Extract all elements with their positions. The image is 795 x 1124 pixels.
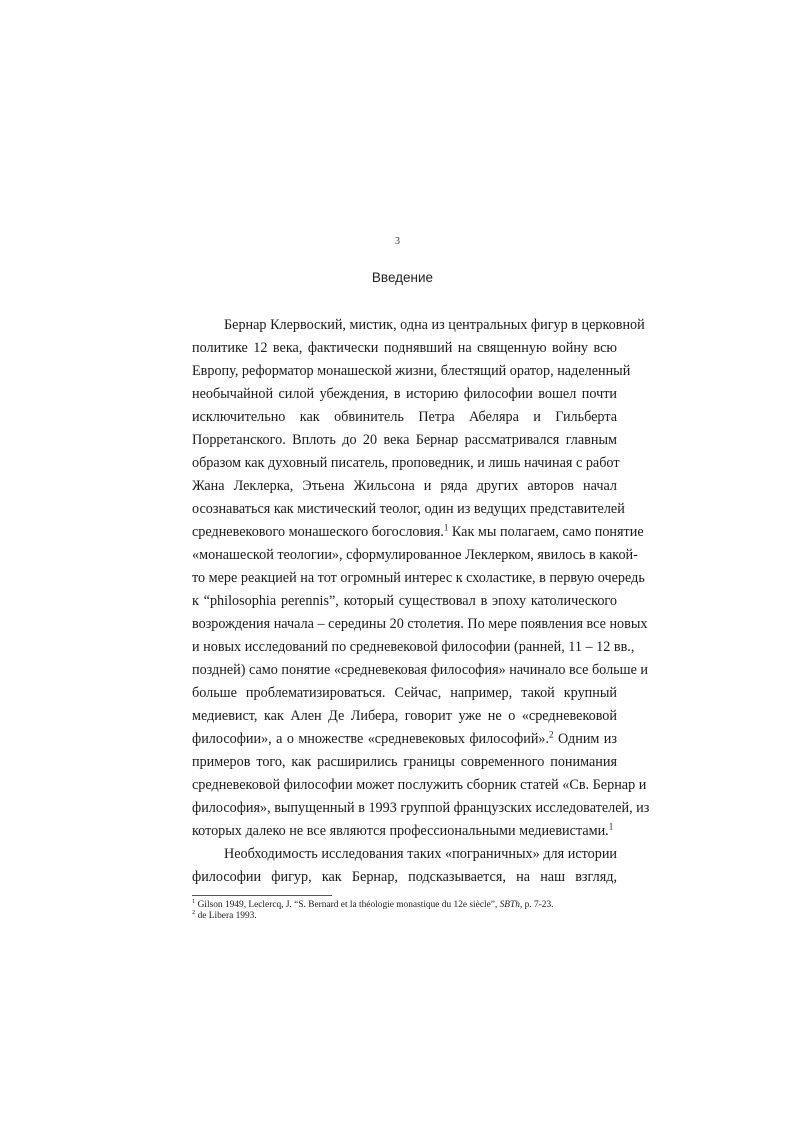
text-line: медиевист, как Ален Де Либера, говорит уже не о «средневековой <box>192 708 617 724</box>
paragraph <box>192 314 650 843</box>
footnote-mark: 2 <box>192 908 196 916</box>
text-line: политике 12 века, фактически поднявший на священную войну всю <box>192 340 617 356</box>
footnote-ref: 2 <box>549 729 554 740</box>
text-line: Необходимость исследования таких «пограничных» для истории <box>224 846 617 862</box>
text-line: поздней) само понятие «средневековая философия» начинало все больше и <box>192 662 649 678</box>
text-line: образом как духовный писатель, проповедник, и лишь начиная с работ <box>192 455 620 471</box>
text-line: которых далеко не все являются профессиональными медиевистами.$^1$ <box>192 821 614 839</box>
text-line: и новых исследований по средневековой философии (ранней, 11 – 12 вв., <box>192 639 635 655</box>
text-line: философии фигур, как Бернар, подсказывается, на наш взгляд, <box>192 869 617 885</box>
text-line: осознаваться как мистический теолог, один из ведущих представителей <box>192 501 625 517</box>
footnote-divider <box>192 895 332 896</box>
text-line: больше проблематизироваться. Сейчас, например, такой крупный <box>192 685 617 701</box>
text-line: Бернар Клервоский, мистик, одна из центральных фигур в церковной <box>224 317 645 333</box>
text-line: примеров того, как расширились границы современного понимания <box>192 754 617 770</box>
text-line: Жана Леклерка, Этьена Жильсона и ряда других авторов начал <box>192 478 617 494</box>
text-line: исключительно как обвинитель Петра Абеляра и Гильберта <box>192 409 617 425</box>
footnote-mark: 1 <box>192 897 196 905</box>
text-line: Европу, реформатор монашеской жизни, блестящий оратор, наделенный <box>192 363 631 379</box>
text-line: Порретанского. Вплоть до 20 века Бернар рассматривался главным <box>192 432 617 448</box>
paragraph <box>192 843 617 889</box>
text-line: средневекового монашеского богословия.$^1$ Как мы полагаем, само понятие <box>192 522 644 540</box>
text-line: философия», выпущенный в 1993 группой французских исследователей, из <box>192 800 650 816</box>
text-line: необычайной силой убеждения, в историю философии вошел почти <box>192 386 617 402</box>
page-title: Введение <box>371 270 434 285</box>
text-line: то мере реакцией на тот огромный интерес к схоластике, в первую очередь <box>192 570 645 586</box>
footnote: $^2$ de Libera 1993. <box>192 908 257 921</box>
text-line: философии», а о множестве «средневековых философий».$^2$ Одним из <box>192 729 617 747</box>
footnote-title: SBTh <box>499 900 520 910</box>
footnote-ref: 1 <box>443 522 449 533</box>
text-line: «монашеской теологии», сформулированное Леклерком, явилось в какой- <box>192 547 638 563</box>
footnotes <box>192 897 617 922</box>
text-line: к “philosophia perennis”, который существовал в эпоху католического <box>192 593 617 609</box>
page-number: 3 <box>395 236 400 247</box>
text-line: возрождения начала – середины 20 столетия. По мере появления все новых <box>192 616 648 632</box>
footnote-ref: 1 <box>608 821 614 832</box>
footnote: $^1$ Gilson 1949, Leclercq, J. “S. Bernard et la théologie monastique du 12e siècle”, SBTh, p. 7-23. <box>192 897 554 910</box>
text-line: средневековой философии может послужить сборник статей «Св. Бернар и <box>192 777 647 793</box>
body-text <box>192 314 650 889</box>
